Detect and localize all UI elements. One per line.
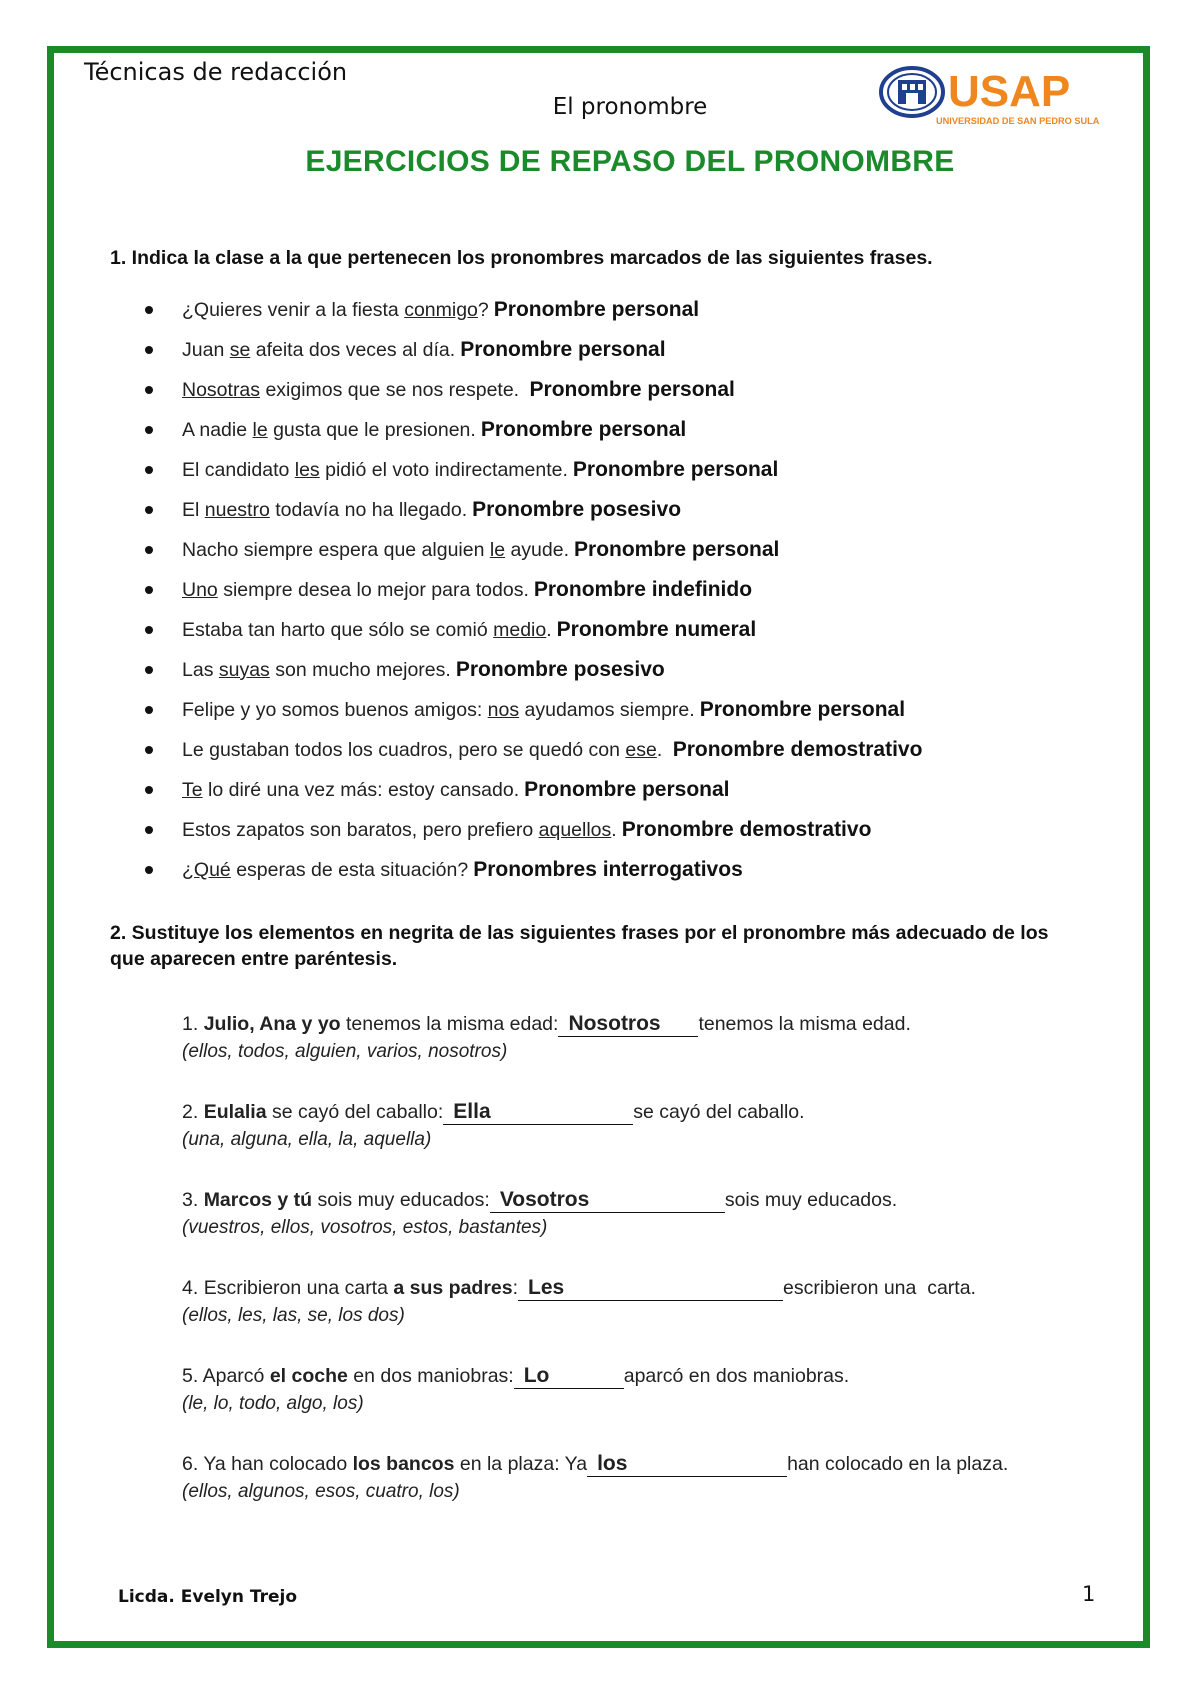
exercise-sentence — [182, 1098, 1102, 1126]
exercise-sentence — [182, 1010, 1102, 1038]
list-item — [140, 457, 1100, 497]
section1-heading: 1. Indica la clase a la que pertenecen los pronombres marcados de las siguientes frases. — [110, 247, 933, 269]
exercise-pre: Ya han colocado — [203, 1453, 353, 1475]
item-pronoun: le — [489, 539, 506, 561]
exercise-options: (ellos, algunos, esos, cuatro, los) — [182, 1481, 460, 1502]
exercise-mid: : — [512, 1277, 519, 1299]
section2-heading: 2. Sustituye los elementos en negrita de las siguientes frases por el pronombre más adecuado de los que aparecen entre paréntesis. — [110, 922, 1049, 970]
item-answer: Pronombre personal — [529, 378, 735, 401]
answer-blank: Vosotros — [490, 1188, 725, 1213]
item-answer: Pronombre personal — [480, 418, 687, 441]
item-answer: Pronombre personal — [493, 298, 700, 321]
item-answer: Pronombre demostrativo — [672, 738, 923, 761]
exercise-post: se cayó del caballo. — [633, 1101, 805, 1123]
item-pronoun: nos — [487, 699, 520, 721]
list-item — [140, 337, 1100, 377]
exercise-post: han colocado en la plaza. — [787, 1453, 1009, 1475]
item-pronoun: le — [252, 419, 268, 441]
exercise-bold: a sus padres — [393, 1277, 513, 1299]
list-item — [140, 857, 1100, 897]
exercise-bold: los bancos — [352, 1453, 455, 1475]
exercise-mid: sois muy educados: — [312, 1189, 490, 1211]
exercise-options: (le, lo, todo, algo, los) — [182, 1393, 364, 1414]
bullet-icon — [145, 346, 153, 354]
item-text-post: pidió el voto indirectamente. — [319, 459, 568, 481]
exercise-options: (una, alguna, ella, la, aquella) — [182, 1129, 432, 1150]
exercise-post: escribieron una carta. — [783, 1277, 976, 1299]
logo-subtext: UNIVERSIDAD DE SAN PEDRO SULA — [936, 116, 1100, 126]
item-pronoun: aquellos — [538, 819, 612, 841]
item-answer: Pronombre personal — [524, 778, 730, 801]
pronoun-list — [140, 297, 1100, 897]
exercise-item — [182, 1450, 1102, 1506]
item-text-post: . — [546, 619, 552, 641]
item-pronoun: suyas — [218, 659, 270, 681]
item-pronoun: se — [229, 339, 251, 361]
list-item — [140, 737, 1100, 777]
bullet-icon — [145, 666, 153, 674]
exercise-number: 6. — [182, 1453, 204, 1475]
list-item — [140, 777, 1100, 817]
exercise-item — [182, 1010, 1102, 1066]
exercise-sentence — [182, 1450, 1102, 1478]
item-text-post: gusta que le presionen. — [267, 419, 476, 441]
list-item — [140, 377, 1100, 417]
item-text-pre: Le gustaban todos los cuadros, pero se quedó con — [182, 739, 626, 761]
item-text-pre: El candidato — [182, 459, 295, 481]
author-name: Licda. Evelyn Trejo — [118, 1587, 298, 1607]
item-pronoun: ¿Qué — [182, 859, 231, 881]
answer-blank: Lo — [514, 1364, 624, 1389]
exercise-mid: en la plaza: Ya — [454, 1453, 588, 1475]
exercise-post: aparcó en dos maniobras. — [623, 1365, 850, 1387]
item-text-post: ayude. — [505, 539, 570, 561]
answer-blank: Nosotros — [558, 1012, 698, 1037]
bullet-icon — [145, 466, 153, 474]
item-text-pre: Juan — [182, 339, 230, 361]
exercise-bold: el coche — [269, 1365, 348, 1387]
exercise-number: 5. — [182, 1365, 203, 1387]
item-answer: Pronombre personal — [572, 458, 779, 481]
item-answer: Pronombre personal — [699, 698, 906, 721]
exercise-mid: en dos maniobras: — [347, 1365, 514, 1387]
list-item — [140, 417, 1100, 457]
item-text-post: afeita dos veces al día. — [250, 339, 456, 361]
item-text-post: esperas de esta situación? — [230, 859, 469, 881]
item-pronoun: les — [294, 459, 320, 481]
bullet-icon — [145, 426, 153, 434]
item-answer: Pronombre posesivo — [472, 498, 682, 521]
list-item — [140, 617, 1100, 657]
exercise-mid: tenemos la misma edad: — [340, 1013, 559, 1035]
item-text-pre: Nacho siempre espera que alguien — [182, 539, 490, 561]
exercise-sentence — [182, 1274, 1102, 1302]
item-answer: Pronombre personal — [574, 538, 780, 561]
item-answer: Pronombres interrogativos — [473, 858, 743, 881]
item-pronoun: conmigo — [404, 299, 478, 321]
exercise-bold: Marcos y tú — [203, 1189, 313, 1211]
item-text-pre: El — [182, 499, 205, 521]
item-pronoun: nuestro — [204, 499, 270, 521]
bullet-icon — [145, 746, 153, 754]
item-answer: Pronombre numeral — [556, 618, 757, 641]
exercise-bold: Eulalia — [203, 1101, 267, 1123]
item-text-pre: Las — [182, 659, 219, 681]
main-title: EJERCICIOS DE REPASO DEL PRONOMBRE — [305, 145, 955, 178]
course-name: Técnicas de redacción — [84, 58, 348, 86]
page-number: 1 — [1082, 1582, 1096, 1606]
item-answer: Pronombre posesivo — [455, 658, 665, 681]
exercise-item — [182, 1362, 1102, 1418]
exercise-sentence — [182, 1186, 1102, 1214]
answer-blank: Les — [518, 1276, 783, 1301]
item-text-post: ? — [477, 299, 489, 321]
bullet-icon — [145, 826, 153, 834]
item-answer: Pronombre demostrativo — [621, 818, 872, 841]
exercise-options: (ellos, les, las, se, los dos) — [182, 1305, 405, 1326]
item-text-post: siempre desea lo mejor para todos. — [217, 579, 529, 601]
item-text-post: exigimos que se nos respete. — [260, 379, 525, 401]
exercise-post: sois muy educados. — [724, 1189, 898, 1211]
list-item — [140, 497, 1100, 537]
bullet-icon — [145, 386, 153, 394]
item-text-post: . — [656, 739, 668, 761]
exercise-item — [182, 1274, 1102, 1330]
item-text-pre: ¿Quieres venir a la fiesta — [182, 299, 405, 321]
exercise-options: (vuestros, ellos, vosotros, estos, bastantes) — [182, 1217, 548, 1238]
bullet-icon — [145, 506, 153, 514]
item-text-post: todavía no ha llegado. — [269, 499, 468, 521]
bullet-icon — [145, 866, 153, 874]
list-item — [140, 697, 1100, 737]
bullet-icon — [145, 786, 153, 794]
item-pronoun: medio — [493, 619, 547, 641]
exercise-bold: Julio, Ana y yo — [203, 1013, 341, 1035]
exercise-number: 3. — [182, 1189, 204, 1211]
list-item — [140, 577, 1100, 617]
item-pronoun: Uno — [182, 579, 218, 601]
list-item — [140, 817, 1100, 857]
bullet-icon — [145, 586, 153, 594]
answer-blank: los — [587, 1452, 787, 1477]
item-text-post: son mucho mejores. — [269, 659, 451, 681]
item-answer: Pronombre indefinido — [533, 578, 753, 601]
item-text-post: . — [611, 819, 617, 841]
item-text-post: lo diré una vez más: estoy cansado. — [202, 779, 520, 801]
exercise-number: 2. — [182, 1101, 204, 1123]
list-item — [140, 657, 1100, 697]
item-text-pre: A nadie — [182, 419, 253, 441]
item-pronoun: Te — [182, 779, 203, 801]
exercise-sentence — [182, 1362, 1102, 1390]
item-text-pre: Felipe y yo somos buenos amigos: — [182, 699, 488, 721]
bullet-icon — [145, 306, 153, 314]
exercise-number: 4. — [182, 1277, 204, 1299]
usap-logo — [876, 62, 1126, 132]
exercise-item — [182, 1186, 1102, 1242]
item-pronoun: ese — [625, 739, 657, 761]
item-text-pre: Estaba tan harto que sólo se comió — [182, 619, 494, 641]
exercise-options: (ellos, todos, alguien, varios, nosotros) — [182, 1041, 508, 1062]
bullet-icon — [145, 546, 153, 554]
bullet-icon — [145, 706, 153, 714]
exercise-post: tenemos la misma edad. — [698, 1013, 911, 1035]
item-pronoun: Nosotras — [182, 379, 261, 401]
bullet-icon — [145, 626, 153, 634]
exercise-number: 1. — [182, 1013, 204, 1035]
item-answer: Pronombre personal — [460, 338, 666, 361]
exercise-item — [182, 1098, 1102, 1154]
item-text-post: ayudamos siempre. — [519, 699, 695, 721]
topic-heading: El pronombre — [552, 94, 708, 120]
exercise-mid: se cayó del caballo: — [266, 1101, 444, 1123]
exercise-pre: Escribieron una carta — [203, 1277, 394, 1299]
list-item — [140, 537, 1100, 577]
list-item — [140, 297, 1100, 337]
logo-text: USAP — [948, 67, 1071, 116]
exercise-pre: Aparcó — [202, 1365, 270, 1387]
answer-blank: Ella — [443, 1100, 633, 1125]
item-text-pre: Estos zapatos son baratos, pero prefiero — [182, 819, 539, 841]
